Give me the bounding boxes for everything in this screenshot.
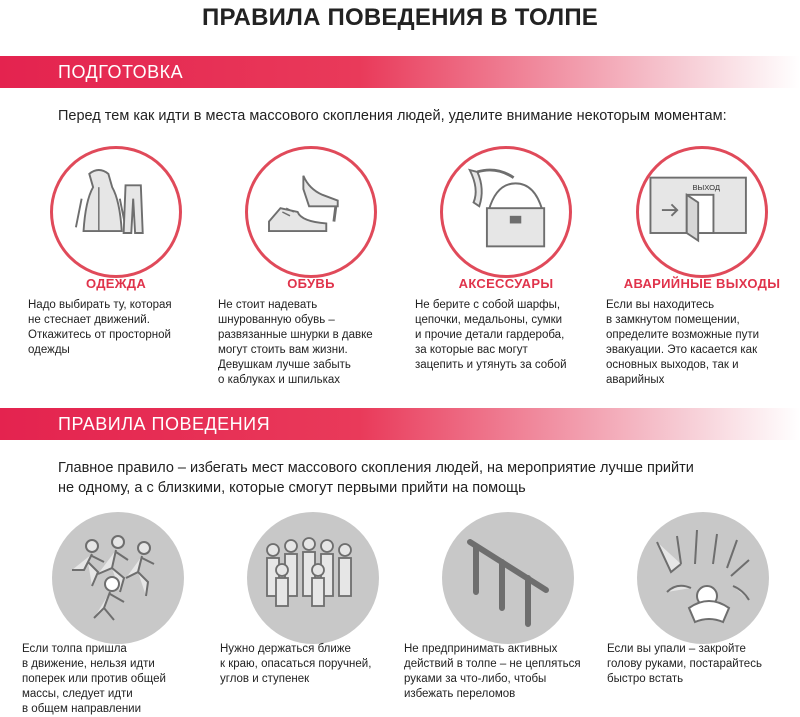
rule-text-edge: Нужно держаться ближе к краю, опасаться поручней, углов и ступенек <box>220 643 372 685</box>
rule-text-fallen: Если вы упали – закройте голову руками, постарайтесь быстро встать <box>607 643 762 685</box>
section-intro: Перед тем как идти в места массового скопления людей, уделите внимание некоторым моментам: <box>58 108 727 124</box>
running-crowd-icon <box>52 512 184 644</box>
emergency-exit-icon <box>639 149 765 275</box>
accessories-icon <box>443 149 569 275</box>
section-band-rules <box>0 408 800 440</box>
clothing-icon <box>53 149 179 275</box>
exit-sign-text: ВЫХОД <box>692 183 721 193</box>
fallen-person-circle <box>637 512 769 644</box>
railing-circle <box>442 512 574 644</box>
standing-crowd-icon <box>247 512 379 644</box>
rule-text-direction: Если толпа пришла в движение, нельзя идти поперек или против общей массы, следует идти в общем направлении <box>22 643 166 715</box>
shoes-icon <box>248 149 374 275</box>
running-crowd-circle <box>52 512 184 644</box>
item-title-exits: АВАРИЙНЫЕ ВЫХОДЫ <box>623 276 781 291</box>
item-text-accessories: Не берите с собой шарфы, цепочки, медальоны, сумки и прочие детали гардероба, за которые вас могут зацепить и утянуть за собой <box>415 299 567 371</box>
section-band-preparation <box>0 56 800 88</box>
emergency-exit-circle <box>636 146 768 278</box>
item-text-shoes: Не стоит надевать шнурованную обувь – развязанные шнурки в давке могут стоить вам жизни. Девушкам лучше забыть о каблуках и шпильках <box>218 299 373 386</box>
item-text-exits: Если вы находитесь в замкнутом помещении, определите возможные пути эвакуации. Это касается как основных выходов, так и аварийных <box>606 299 760 386</box>
standing-crowd-circle <box>247 512 379 644</box>
fallen-person-icon <box>637 512 769 644</box>
shoes-circle <box>245 146 377 278</box>
item-title-shoes: ОБУВЬ <box>287 276 335 291</box>
page-title: ПРАВИЛА ПОВЕДЕНИЯ В ТОЛПЕ <box>202 4 598 31</box>
section-label: ПОДГОТОВКА <box>58 62 184 82</box>
accessories-circle <box>440 146 572 278</box>
item-title-clothing: ОДЕЖДА <box>85 276 147 291</box>
section-label: ПРАВИЛА ПОВЕДЕНИЯ <box>58 414 271 434</box>
rule-text-no-grab: Не предпринимать активных действий в толпе – не цепляться руками за что-либо, чтобы избежать переломов <box>404 643 581 700</box>
section-intro: Главное правило – избегать мест массового скопления людей, на мероприятие лучше прийти не одному, а с близкими, которые смогут первыми прийти на помощь <box>58 460 694 496</box>
clothing-circle <box>50 146 182 278</box>
railing-icon <box>442 512 574 644</box>
item-text-clothing: Надо выбирать ту, которая не стеснает движений. Откажитесь от просторной одежды <box>28 299 172 356</box>
item-title-accessories: АКСЕССУАРЫ <box>458 276 554 291</box>
